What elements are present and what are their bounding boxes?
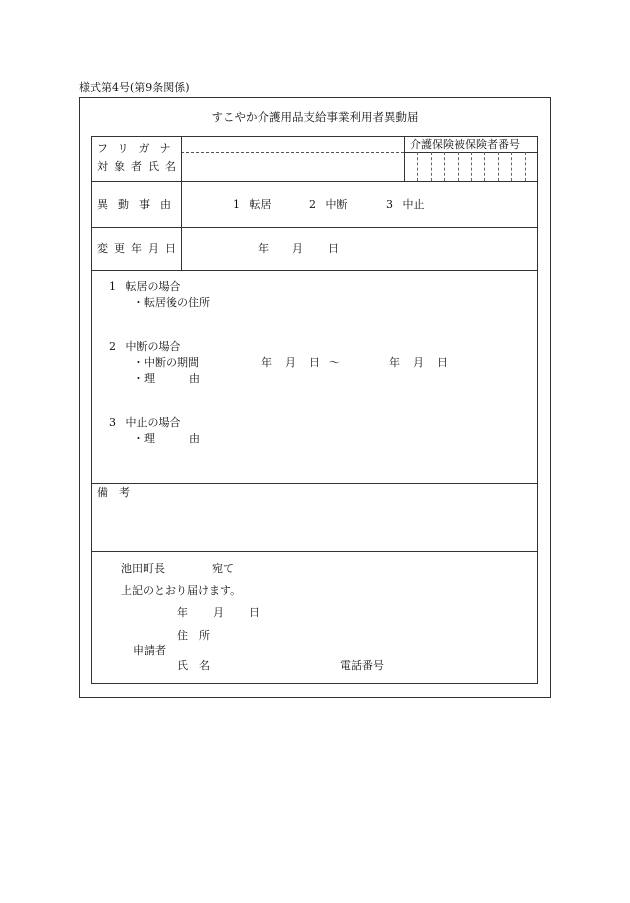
applicant-address-label: 住 所 [177, 629, 210, 642]
digit-cell-divider [458, 152, 459, 181]
digit-cell-divider [431, 152, 432, 181]
suspend-end-month: 月 [413, 356, 424, 369]
reason-option-suspend[interactable]: 2 中断 [309, 198, 348, 211]
form-title: すこやか介護用品支給事業利用者異動届 [211, 110, 419, 124]
digit-cell-divider [444, 152, 445, 181]
suspend-start-day: 日 [309, 356, 320, 369]
digit-cell-divider [498, 152, 499, 181]
digit-cell-divider [484, 152, 485, 181]
suspend-start-month: 月 [285, 356, 296, 369]
insured-number-label: 介護保険被保険者番号 [410, 138, 520, 151]
change-date-year: 年 [258, 242, 269, 255]
suspend-end-day: 日 [437, 356, 448, 369]
addressee-label: 池田町長 [121, 562, 165, 575]
applicant-name-label: 氏 名 [177, 659, 210, 672]
form-number-label: 様式第4号(第9条関係) [79, 81, 190, 94]
row-divider-remarks [91, 551, 538, 552]
declaration-statement: 上記のとおり届けます。 [121, 584, 242, 597]
row-divider-date [91, 270, 538, 271]
subject-name-label: 対象者氏名 [97, 160, 182, 173]
phone-number-label: 電話番号 [340, 659, 384, 672]
remarks-label: 備 考 [97, 486, 130, 499]
insured-number-left-border [404, 136, 405, 181]
row-divider-name [91, 181, 538, 182]
furigana-label: フリガナ [97, 142, 181, 155]
digit-cell-divider [525, 152, 526, 181]
change-date-label: 変更年月日 [97, 242, 182, 255]
furigana-divider [181, 152, 404, 153]
move-address-label: ・転居後の住所 [133, 296, 210, 309]
applicant-label: 申請者 [133, 644, 166, 657]
change-date-month: 月 [292, 242, 303, 255]
stop-case-title: 3 中止の場合 [109, 416, 181, 429]
submit-date-year: 年 [177, 606, 188, 619]
addressee-honorific: 宛て [212, 562, 234, 575]
row-divider-cases [91, 483, 538, 484]
submit-date-month: 月 [213, 606, 224, 619]
suspend-start-year: 年 [261, 356, 272, 369]
stop-reason-char: 由 [189, 432, 200, 445]
suspend-case-title: 2 中断の場合 [109, 340, 181, 353]
move-case-title: 1 転居の場合 [109, 280, 181, 293]
digit-cell-divider [471, 152, 472, 181]
suspend-end-year: 年 [389, 356, 400, 369]
submit-date-day: 日 [249, 606, 260, 619]
suspend-period-label: ・中断の期間 [133, 356, 199, 369]
reason-option-stop[interactable]: 3 中止 [386, 198, 425, 211]
change-date-day: 日 [328, 242, 339, 255]
reason-label: 異動事由 [97, 198, 181, 211]
stop-reason-bullet: ・理 [133, 432, 155, 445]
suspend-reason-bullet: ・理 [133, 372, 155, 385]
suspend-reason-char: 由 [189, 372, 200, 385]
row-divider-reason [91, 227, 538, 228]
reason-option-move[interactable]: 1 転居 [233, 198, 272, 211]
suspend-period-tilde: ～ [329, 356, 340, 369]
form-table [91, 136, 538, 684]
digit-cell-divider [417, 152, 418, 181]
digit-cell-divider [511, 152, 512, 181]
